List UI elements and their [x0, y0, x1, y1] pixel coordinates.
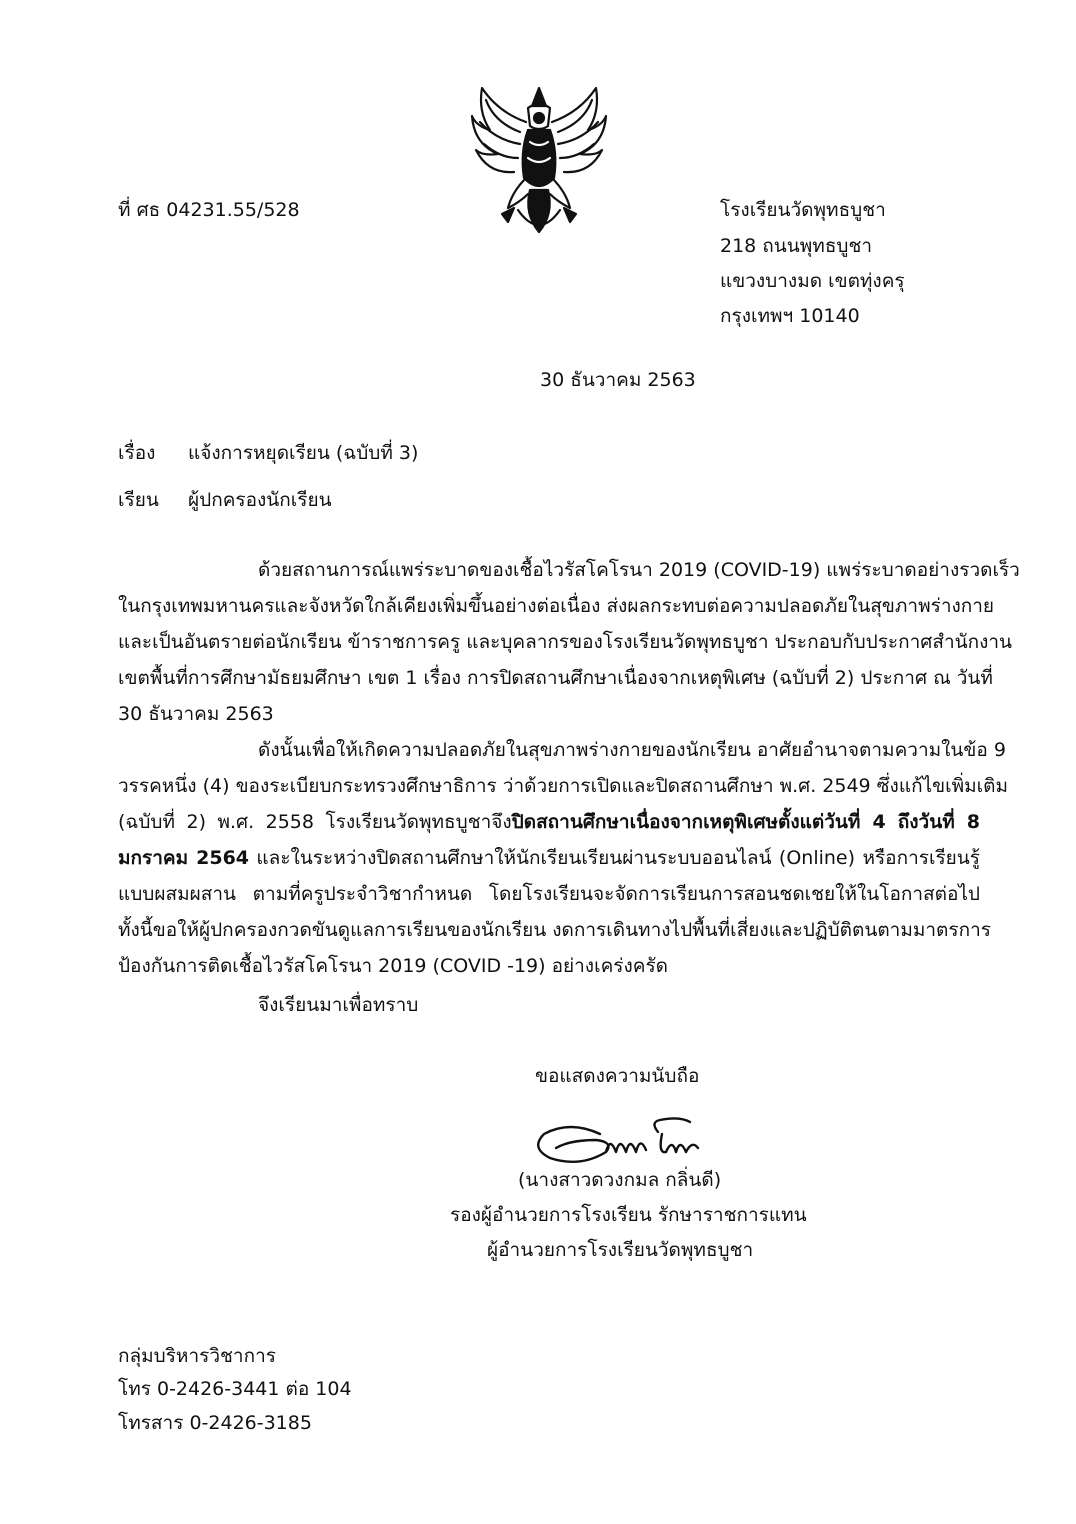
paragraph-2 — [118, 732, 1009, 984]
paragraph-1-line: และเป็นอันตรายต่อนักเรียน ข้าราชการครู และบุคลากรของโรงเรียนวัดพุทธบูชา ประกอบกับประกาศสำนักงาน — [118, 631, 1013, 653]
closure-end-date-bold: มกราคม 2564 — [118, 847, 250, 869]
paragraph-1-line: ด้วยสถานการณ์แพร่ระบาดของเชื้อไวรัสโคโรนา 2019 (COVID-19) แพร่ระบาดอย่างรวดเร็ว — [258, 559, 1020, 581]
sender-name: โรงเรียนวัดพุทธบูชา — [720, 199, 886, 221]
signatory-name: (นางสาวดวงกมล กลิ่นดี) — [518, 1169, 722, 1191]
subject-text: แจ้งการหยุดเรียน (ฉบับที่ 3) — [188, 442, 419, 464]
recipient-label: เรียน — [118, 489, 159, 511]
recipient-text: ผู้ปกครองนักเรียน — [188, 489, 332, 511]
signatory-position-1: รองผู้อำนวยการโรงเรียน รักษาราชการแทน — [450, 1204, 807, 1226]
paragraph-1 — [118, 552, 1020, 732]
complimentary-close: ขอแสดงความนับถือ — [535, 1065, 700, 1087]
handwritten-signature-icon — [530, 1112, 705, 1174]
letter-date: 30 ธันวาคม 2563 — [540, 369, 696, 391]
footer-fax: โทรสาร 0-2426-3185 — [118, 1412, 312, 1434]
footer-phone: โทร 0-2426-3441 ต่อ 104 — [118, 1378, 352, 1400]
footer-department: กลุ่มบริหารวิชาการ — [118, 1345, 276, 1367]
paragraph-2-line: ป้องกันการติดเชื้อไวรัสโคโรนา 2019 (COVID -19) อย่างเคร่งครัด — [118, 955, 669, 977]
online-learning-text: และในระหว่างปิดสถานศึกษาให้นักเรียนเรียนผ่านระบบออนไลน์ (Online) หรือการเรียนรู้ — [249, 847, 980, 869]
paragraph-2-line: ทั้งนี้ขอให้ผู้ปกครองกวดขันดูแลการเรียนของนักเรียน งดการเดินทางไปพื้นที่เสี่ยงและปฏิบัติตนตามมาตรการ — [118, 919, 991, 941]
sender-district: แขวงบางมด เขตทุ่งครุ — [720, 270, 905, 292]
subject-label: เรื่อง — [118, 442, 156, 464]
paragraph-2-line: ดังนั้นเพื่อให้เกิดความปลอดภัยในสุขภาพร่างกายของนักเรียน อาศัยอำนาจตามความในข้อ 9 — [258, 739, 1006, 761]
paragraph-2-line — [118, 804, 980, 840]
paragraph-2-line: แบบผสมผสาน ตามที่ครูประจำวิชากำหนด โดยโรงเรียนจะจัดการเรียนการสอนชดเชยให้ในโอกาสต่อไป — [118, 883, 980, 905]
closure-text: (ฉบับที่ 2) พ.ศ. 2558 โรงเรียนวัดพุทธบูชาจึง — [118, 811, 512, 833]
paragraph-2-line — [118, 840, 980, 876]
closure-period-bold: ปิดสถานศึกษาเนื่องจากเหตุพิเศษตั้งแต่วันที่ 4 ถึงวันที่ 8 — [511, 811, 981, 833]
paragraph-1-line: เขตพื้นที่การศึกษามัธยมศึกษา เขต 1 เรื่อง การปิดสถานศึกษาเนื่องจากเหตุพิเศษ (ฉบับที่ 2) ประกาศ ณ วันที่ — [118, 667, 993, 689]
signatory-position-2: ผู้อำนวยการโรงเรียนวัดพุทธบูชา — [487, 1239, 754, 1261]
garuda-emblem-icon — [468, 82, 610, 242]
paragraph-1-line: 30 ธันวาคม 2563 — [118, 703, 274, 725]
sender-road: 218 ถนนพุทธบูชา — [720, 235, 873, 257]
sender-city: กรุงเทพฯ 10140 — [720, 305, 860, 327]
closing-line: จึงเรียนมาเพื่อทราบ — [258, 994, 419, 1016]
reference-number: ที่ ศธ 04231.55/528 — [118, 199, 300, 221]
paragraph-2-line: วรรคหนึ่ง (4) ของระเบียบกระทรวงศึกษาธิการ ว่าด้วยการเปิดและปิดสถานศึกษา พ.ศ. 2549 ซึ่งแก้ไขเพิ่มเติม — [118, 775, 1009, 797]
paragraph-1-line: ในกรุงเทพมหานครและจังหวัดใกล้เคียงเพิ่มขึ้นอย่างต่อเนื่อง ส่งผลกระทบต่อความปลอดภัยในสุขภาพร่างกาย — [118, 595, 995, 617]
